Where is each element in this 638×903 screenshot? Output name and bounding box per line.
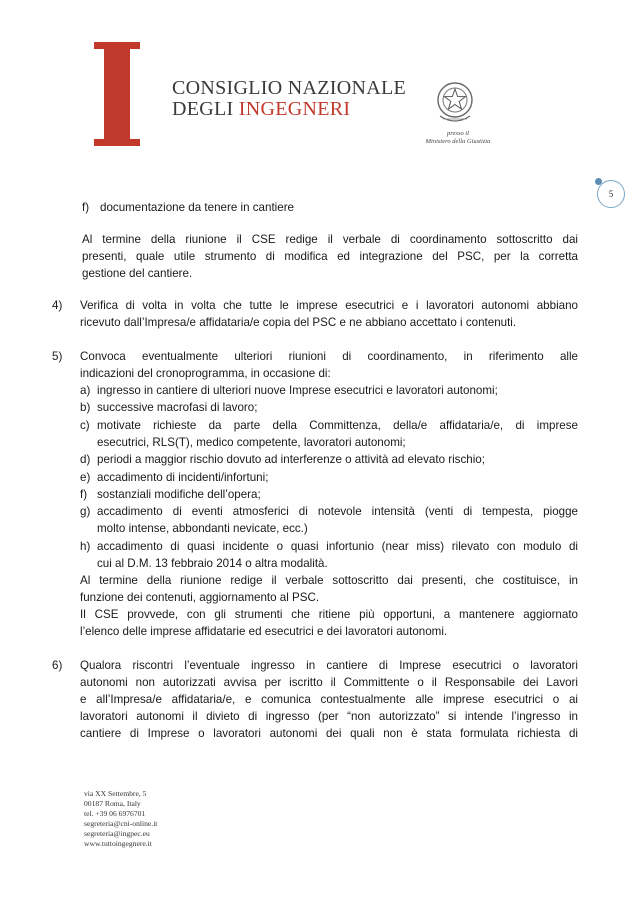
item-5g-text-2: molto intense, abbondanti nevicate, ecc.): [97, 522, 308, 535]
item-5c-marker: c): [80, 419, 90, 432]
item-4-number: 4): [52, 299, 63, 312]
item-5b-text: successive macrofasi di lavoro;: [97, 401, 258, 414]
item-5a-text: ingresso in cantiere di ulteriori nuove Imprese esecutrici e lavoratori autonomi;: [97, 384, 498, 397]
item-5h-text-2: cui al D.M. 13 febbraio 2014 o altra modalità.: [97, 557, 328, 570]
item-5e-marker: e): [80, 471, 91, 484]
item-5-line-1: Convoca eventualmente ulteriori riunioni di coordinamento, in riferimento alle: [80, 350, 578, 363]
item-5b-marker: b): [80, 401, 91, 414]
item-5-after-line-1: Al termine della riunione redige il verbale sottoscritto dai presenti, che costituisce, in: [80, 574, 578, 587]
address-email-1: segreteria@cni-online.it: [84, 819, 158, 829]
item-6-line-1: Qualora riscontri l’eventuale ingresso in cantiere di Imprese esecutrici o lavoratori: [80, 659, 578, 672]
item-f-text: documentazione da tenere in cantiere: [100, 201, 295, 214]
address-city: 00187 Roma, Italy: [84, 799, 141, 809]
address-street: via XX Settembre, 5: [84, 789, 147, 798]
ministry-caption: [418, 130, 498, 146]
item-4-line-2: ricevuto dall’Impresa/e affidataria/e copia del PSC e ne abbiano accettato i contenuti.: [80, 316, 517, 329]
intro-line-2: presenti, quale utile strumento di modifica ed integrazione del PSC, per la corretta: [82, 250, 578, 263]
intro-line-1: Al termine della riunione il CSE redige il verbale di coordinamento sottoscritto dai: [82, 233, 578, 246]
item-6-line-5: cantiere di Imprese o lavoratori autonomi dei quali non è stata formulata richiesta di: [80, 727, 578, 740]
item-5g-marker: g): [80, 505, 91, 518]
item-5d-text: periodi a maggior rischio dovuto ad interferenze o attività ad elevato rischio;: [97, 453, 485, 466]
organization-name: [172, 78, 406, 120]
item-5-number: 5): [52, 350, 63, 363]
address-phone: tel. +39 06 6976701: [84, 809, 146, 819]
logo-letter-i: [94, 42, 140, 146]
address-website: www.tuttoingegnere.it: [84, 839, 152, 849]
org-name-line1: CONSIGLIO NAZIONALE: [172, 77, 407, 99]
item-5-cse-line-1: Il CSE provvede, con gli strumenti che ritiene più opportuni, a mantenere aggiornato: [80, 608, 578, 621]
footer-address: [84, 789, 157, 850]
item-f-marker: f): [82, 201, 90, 214]
item-5g-text-1: accadimento di eventi atmosferici di notevole intensità (venti di tempesta, piogge: [97, 505, 578, 518]
item-6-number: 6): [52, 659, 63, 672]
item-5-cse-line-2: l’elenco delle imprese affidatarie ed esecutrici e dei lavoratori autonomi.: [80, 625, 448, 638]
item-5-line-2: indicazioni del cronoprogramma, in occasione di:: [80, 367, 331, 380]
ministry-line2: Ministero della Giustizia: [425, 138, 491, 145]
item-5f-text: sostanziali modifiche dell’opera;: [97, 488, 261, 501]
intro-line-3: gestione del cantiere.: [82, 267, 193, 280]
item-6-line-3: e all’Impresa/e affidataria/e, e comunica contestualmente alle imprese esecutrici o ai: [80, 693, 578, 706]
item-5c-text-2: esecutrici, RLS(T), medico competente, lavoratori autonomi;: [97, 436, 406, 449]
item-5h-text-1: accadimento di quasi incidente o quasi infortunio (near miss) rilevato con modulo di: [97, 540, 578, 553]
item-5f-marker: f): [80, 488, 88, 501]
item-5c-text-1: motivate richieste da parte della Committenza, della/e affidataria/e, di imprese: [97, 419, 578, 432]
page-number: 5: [597, 180, 625, 208]
item-5-after-line-2: funzione dei contenuti, aggiornamento al PSC.: [80, 591, 320, 604]
republic-emblem-icon: [434, 78, 476, 128]
address-email-2: segreteria@ingpec.eu: [84, 829, 150, 839]
item-4-line-1: Verifica di volta in volta che tutte le imprese esecutrici e i lavoratori autonomi abbiano: [80, 299, 578, 312]
item-6-line-4: lavoratori autonomi il divieto di ingresso (per “non autorizzato” si intende l’ingresso in: [80, 710, 578, 723]
ministry-line1: presso il: [447, 130, 469, 137]
item-5e-text: accadimento di incidenti/infortuni;: [97, 471, 269, 484]
item-6-line-2: autonomi non autorizzati avvisa per iscritto il Committente o il Responsabile dei Lavori: [80, 676, 578, 689]
item-5a-marker: a): [80, 384, 91, 397]
item-5h-marker: h): [80, 540, 91, 553]
item-5d-marker: d): [80, 453, 91, 466]
org-name-line2: DEGLI INGEGNERI: [172, 98, 351, 120]
